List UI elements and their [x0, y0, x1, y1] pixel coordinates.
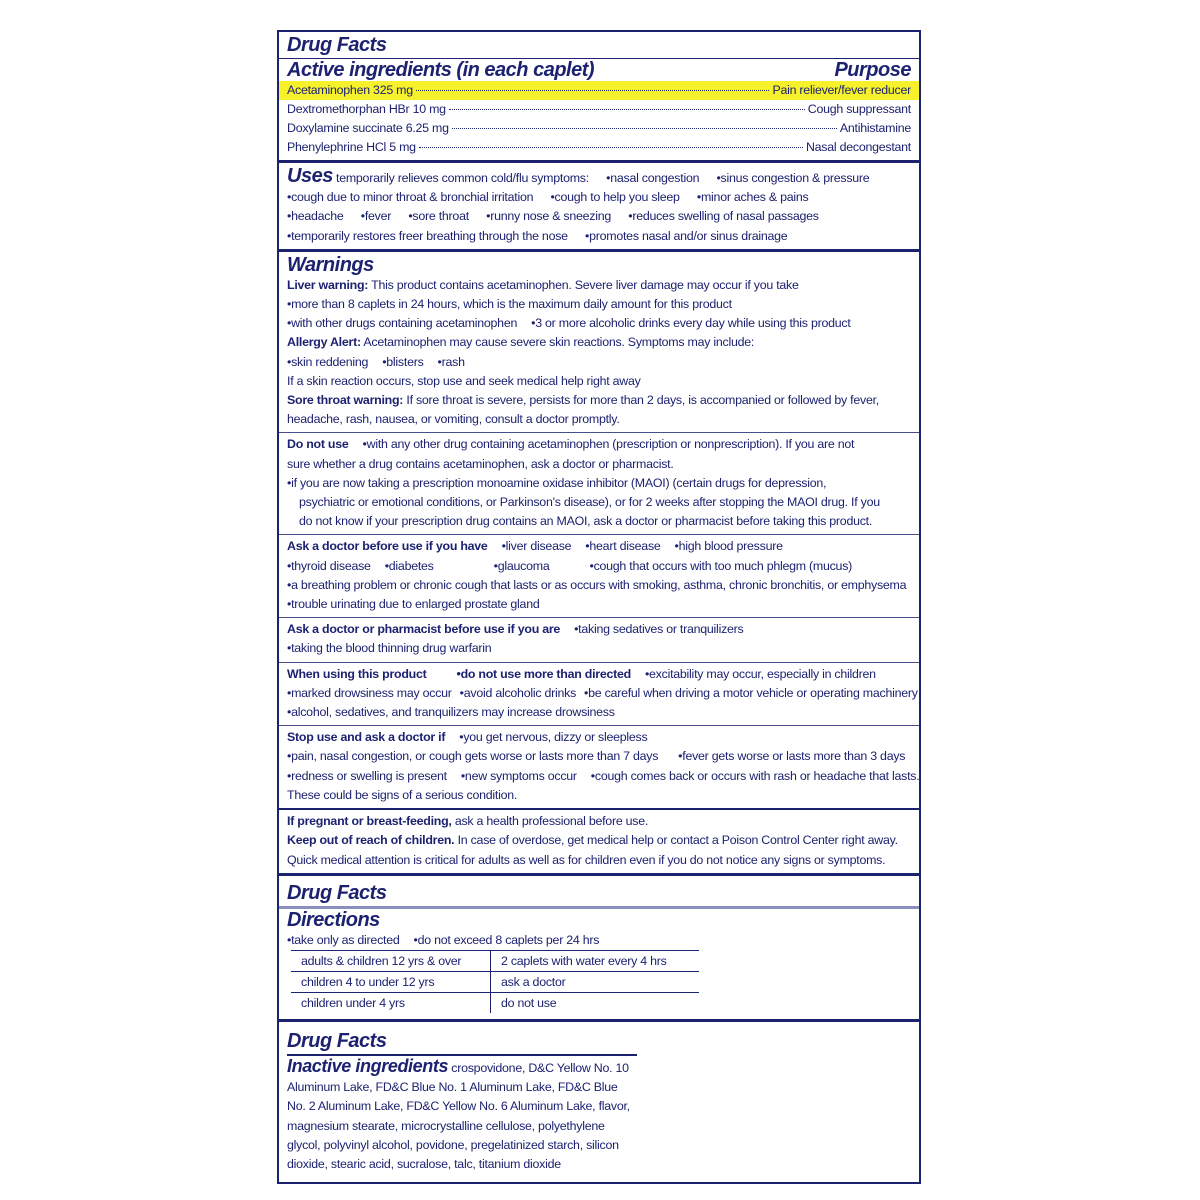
allergy-item: • blisters: [382, 355, 423, 369]
age-cell: children 4 to under 12 yrs: [291, 971, 491, 992]
ask-doctor-item: • high blood pressure: [675, 539, 783, 553]
pregnancy-keep-out-section: [279, 808, 919, 873]
ingredient-row: [279, 100, 919, 119]
dose-cell: 2 caplets with water every 4 hrs: [491, 950, 700, 971]
when-using-section: [279, 662, 919, 726]
stop-use-item: • you get nervous, dizzy or sleepless: [459, 730, 647, 744]
ask-doctor-item: • thyroid disease: [287, 559, 371, 573]
table-row: [291, 950, 699, 971]
drug-facts-label: [277, 30, 921, 1184]
use-item: • sinus congestion & pressure: [716, 171, 869, 185]
use-item: • headache: [287, 209, 344, 223]
dose-cell: do not use: [491, 992, 700, 1013]
do-not-use-item-cont: psychiatric or emotional conditions, or Parkinson's disease), or for 2 weeks after stopping the MAOI drug. If you: [299, 495, 880, 510]
age-cell: adults & children 12 yrs & over: [291, 950, 491, 971]
use-item: • cough to help you sleep: [550, 190, 679, 204]
when-using-item: • excitability may occur, especially in children: [645, 667, 876, 681]
ask-pharmacist-section: [279, 617, 919, 661]
ask-pharmacist-item: • taking sedatives or tranquilizers: [574, 622, 743, 636]
liver-warning-label: Liver warning:: [287, 277, 369, 292]
sore-throat-text: If sore throat is severe, persists for more than 2 days, is accompanied or followed by fever,: [406, 393, 879, 408]
leader-dots: [449, 109, 805, 110]
ingredient-row: [279, 119, 919, 138]
ingredient-name: Acetaminophen 325 mg: [287, 83, 413, 97]
use-item: • nasal congestion: [606, 171, 699, 185]
sore-throat-label: Sore throat warning:: [287, 393, 404, 408]
active-ingredients-header: [287, 59, 911, 81]
liver-warning-text: This product contains acetaminophen. Severe liver damage may occur if you take: [371, 277, 799, 292]
ask-doctor-item: • a breathing problem or chronic cough that lasts or as occurs with smoking, asthma, chronic bronchitis, or emphysema: [287, 578, 906, 592]
stop-use-item: • fever gets worse or lasts more than 3 days: [678, 749, 905, 763]
do-not-use-section: [279, 432, 919, 534]
when-using-item: • be careful when driving a motor vehicle or operating machinery: [584, 686, 918, 700]
use-item: • runny nose & sneezing: [486, 209, 611, 223]
ingredient-row: [279, 138, 919, 157]
use-item: • cough due to minor throat & bronchial irritation: [287, 190, 533, 204]
ask-doctor-item: • liver disease: [502, 539, 572, 553]
purpose-heading: Purpose: [834, 59, 911, 81]
ask-doctor-item: • cough that occurs with too much phlegm (mucus): [589, 559, 852, 573]
warnings-section: [279, 249, 919, 433]
ask-doctor-label: Ask a doctor before use if you have: [287, 539, 488, 554]
keep-out-text-cont: Quick medical attention is critical for adults as well as for children even if you do not notice any signs or symptoms.: [287, 852, 886, 867]
ingredient-name: Doxylamine succinate 6.25 mg: [287, 121, 449, 135]
do-not-use-item: • with any other drug containing acetaminophen (prescription or nonprescription). If you are not: [363, 437, 855, 451]
stop-use-after: These could be signs of a serious condition.: [287, 787, 518, 802]
stop-use-label: Stop use and ask a doctor if: [287, 730, 446, 745]
table-row: [291, 971, 699, 992]
uses-heading: Uses: [287, 165, 333, 187]
use-item: • sore throat: [408, 209, 469, 223]
use-item: • reduces swelling of nasal passages: [628, 209, 819, 223]
ingredient-purpose: Antihistamine: [839, 121, 911, 135]
active-ingredients-section: [279, 32, 919, 160]
when-using-item: • avoid alcoholic drinks: [460, 686, 576, 700]
leader-dots: [419, 147, 803, 148]
liver-item: • more than 8 caplets in 24 hours, which is the maximum daily amount for this product: [287, 297, 732, 311]
ingredient-name: Dextromethorphan HBr 10 mg: [287, 102, 446, 116]
ask-pharmacist-label: Ask a doctor or pharmacist before use if you are: [287, 622, 561, 637]
table-row: [291, 992, 699, 1013]
ingredient-name: Phenylephrine HCl 5 mg: [287, 140, 416, 154]
allergy-after-text: If a skin reaction occurs, stop use and seek medical help right away: [287, 373, 641, 388]
ask-doctor-item: • heart disease: [585, 539, 660, 553]
ingredient-purpose: Pain reliever/fever reducer: [772, 83, 911, 97]
allergy-alert-text: Acetaminophen may cause severe skin reactions. Symptoms may include:: [363, 335, 755, 350]
stop-use-item: • pain, nasal congestion, or cough gets worse or lasts more than 7 days: [287, 749, 658, 763]
do-not-use-item-cont: sure whether a drug contains acetaminophen, ask a doctor or pharmacist.: [287, 456, 674, 471]
leader-dots: [416, 90, 770, 91]
inactive-heading: Inactive ingredients: [287, 1055, 449, 1076]
ingredient-purpose: Nasal decongestant: [805, 140, 911, 154]
stop-use-section: [279, 725, 919, 808]
uses-section: [279, 160, 919, 249]
directions-section: [279, 873, 919, 1019]
uses-intro: temporarily relieves common cold/flu symptoms:: [336, 171, 589, 185]
ingredient-purpose: Cough suppressant: [807, 102, 911, 116]
allergy-item: • rash: [438, 355, 465, 369]
direction-bullet: • do not exceed 8 caplets per 24 hrs: [414, 933, 600, 947]
when-using-item: • do not use more than directed: [456, 667, 630, 681]
ask-doctor-item: • glaucoma: [494, 559, 550, 573]
keep-out-text: In case of overdose, get medical help or contact a Poison Control Center right away.: [457, 833, 898, 848]
age-cell: children under 4 yrs: [291, 992, 491, 1013]
when-using-label: When using this product: [287, 666, 427, 681]
stop-use-item: • cough comes back or occurs with rash or headache that lasts.: [591, 769, 920, 783]
ask-pharmacist-item: • taking the blood thinning drug warfarin: [287, 641, 491, 655]
liver-item: • with other drugs containing acetaminophen: [287, 316, 517, 330]
panel1-title: Drug Facts: [287, 34, 387, 56]
liver-item: • 3 or more alcoholic drinks every day while using this product: [531, 316, 850, 330]
pregnant-text: ask a health professional before use.: [454, 814, 649, 829]
direction-bullet: • take only as directed: [287, 933, 400, 947]
when-using-item: • marked drowsiness may occur: [287, 686, 452, 700]
pregnant-label: If pregnant or breast-feeding,: [287, 814, 452, 829]
ingredient-row: [279, 81, 919, 100]
active-ingredients-heading: Active ingredients (in each caplet): [287, 59, 595, 81]
use-item: • temporarily restores freer breathing through the nose: [287, 229, 568, 243]
when-using-item: • alcohol, sedatives, and tranquilizers may increase drowsiness: [287, 705, 615, 719]
allergy-alert-label: Allergy Alert:: [287, 335, 361, 350]
inactive-text: crospovidone, D&C Yellow No. 10 Aluminum Lake, FD&C Blue No. 1 Aluminum Lake, FD&C Blue No. 2 Aluminum Lake, FD&C Yellow No. 6 Aluminum Lake, flavor, magnesium stearate, microcrystalline cellulose, polyethylene glycol, polyvinyl alcohol, povidone, pregelatinized starch, silicon dioxide, stearic acid, sucralose, talc, titanium dioxide: [287, 1060, 630, 1171]
do-not-use-label: Do not use: [287, 437, 349, 452]
sore-throat-text-cont: headache, rash, nausea, or vomiting, consult a doctor promptly.: [287, 412, 620, 427]
ask-doctor-item: • diabetes: [385, 559, 434, 573]
use-item: • minor aches & pains: [697, 190, 809, 204]
keep-out-label: Keep out of reach of children.: [287, 833, 455, 848]
dose-cell: ask a doctor: [491, 971, 700, 992]
panel2-title: Drug Facts: [287, 881, 387, 904]
warnings-heading: Warnings: [287, 253, 374, 276]
do-not-use-item-cont: do not know if your prescription drug contains an MAOI, ask a doctor or pharmacist before taking this product.: [299, 514, 873, 529]
use-item: • fever: [361, 209, 391, 223]
ask-doctor-item: • trouble urinating due to enlarged prostate gland: [287, 597, 540, 611]
stop-use-item: • new symptoms occur: [461, 769, 577, 783]
use-item: • promotes nasal and/or sinus drainage: [585, 229, 787, 243]
directions-heading: Directions: [287, 908, 380, 931]
stop-use-item: • redness or swelling is present: [287, 769, 447, 783]
dosage-table: [291, 950, 699, 1013]
do-not-use-item: • if you are now taking a prescription monoamine oxidase inhibitor (MAOI) (certain drugs for depression,: [287, 476, 826, 490]
allergy-item: • skin reddening: [287, 355, 368, 369]
leader-dots: [452, 128, 837, 129]
ask-doctor-section: [279, 534, 919, 617]
panel3-title: Drug Facts: [287, 1029, 387, 1052]
inactive-ingredients-section: [279, 1019, 919, 1182]
